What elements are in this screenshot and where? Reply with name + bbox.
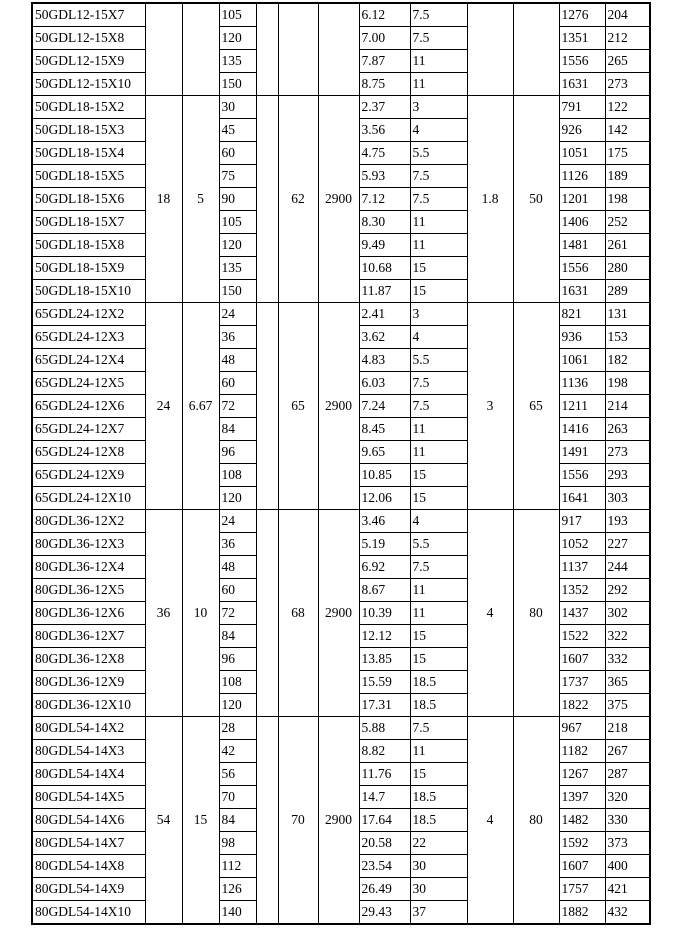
model-cell: 50GDL18-15X9 xyxy=(32,257,145,280)
table-row xyxy=(32,510,650,533)
motor-power-cell: 5.5 xyxy=(410,533,467,556)
flow-rate-cell: 36 xyxy=(145,510,182,717)
shaft-power-cell: 20.58 xyxy=(359,832,410,855)
shaft-power-cell: 11.76 xyxy=(359,763,410,786)
shaft-power-cell: 3.46 xyxy=(359,510,410,533)
spacer-cell xyxy=(256,96,278,303)
motor-power-cell: 3 xyxy=(410,303,467,326)
model-cell: 65GDL24-12X10 xyxy=(32,487,145,510)
value-cell: 917 xyxy=(559,510,605,533)
model-cell: 65GDL24-12X2 xyxy=(32,303,145,326)
speed-cell: 2900 xyxy=(318,303,359,510)
value-cell: 204 xyxy=(605,3,650,27)
head-per-stage-cell xyxy=(182,3,219,96)
model-cell: 80GDL36-12X6 xyxy=(32,602,145,625)
model-cell: 80GDL36-12X3 xyxy=(32,533,145,556)
value-cell: 252 xyxy=(605,211,650,234)
npsh-cell: 1.8 xyxy=(467,96,513,303)
motor-power-cell: 30 xyxy=(410,878,467,901)
efficiency-cell: 68 xyxy=(278,510,318,717)
value-cell: 212 xyxy=(605,27,650,50)
motor-power-cell: 18.5 xyxy=(410,809,467,832)
model-cell: 80GDL54-14X2 xyxy=(32,717,145,740)
head-cell: 72 xyxy=(219,602,256,625)
speed-cell: 2900 xyxy=(318,96,359,303)
diameter-cell xyxy=(513,3,559,96)
efficiency-cell xyxy=(278,3,318,96)
shaft-power-cell: 4.83 xyxy=(359,349,410,372)
motor-power-cell: 3 xyxy=(410,96,467,119)
shaft-power-cell: 8.67 xyxy=(359,579,410,602)
value-cell: 280 xyxy=(605,257,650,280)
value-cell: 1522 xyxy=(559,625,605,648)
value-cell: 189 xyxy=(605,165,650,188)
value-cell: 267 xyxy=(605,740,650,763)
value-cell: 791 xyxy=(559,96,605,119)
head-cell: 36 xyxy=(219,326,256,349)
head-cell: 105 xyxy=(219,211,256,234)
head-cell: 84 xyxy=(219,625,256,648)
value-cell: 293 xyxy=(605,464,650,487)
motor-power-cell: 7.5 xyxy=(410,556,467,579)
value-cell: 967 xyxy=(559,717,605,740)
value-cell: 1882 xyxy=(559,901,605,925)
value-cell: 142 xyxy=(605,119,650,142)
motor-power-cell: 7.5 xyxy=(410,372,467,395)
head-cell: 96 xyxy=(219,441,256,464)
head-cell: 84 xyxy=(219,809,256,832)
head-cell: 150 xyxy=(219,280,256,303)
value-cell: 1607 xyxy=(559,855,605,878)
speed-cell: 2900 xyxy=(318,510,359,717)
motor-power-cell: 4 xyxy=(410,326,467,349)
shaft-power-cell: 14.7 xyxy=(359,786,410,809)
model-cell: 80GDL54-14X8 xyxy=(32,855,145,878)
model-cell: 80GDL54-14X4 xyxy=(32,763,145,786)
table-row xyxy=(32,303,650,326)
value-cell: 1137 xyxy=(559,556,605,579)
motor-power-cell: 15 xyxy=(410,280,467,303)
value-cell: 1482 xyxy=(559,809,605,832)
value-cell: 1737 xyxy=(559,671,605,694)
value-cell: 1556 xyxy=(559,50,605,73)
model-cell: 65GDL24-12X3 xyxy=(32,326,145,349)
shaft-power-cell: 4.75 xyxy=(359,142,410,165)
head-cell: 60 xyxy=(219,142,256,165)
head-cell: 98 xyxy=(219,832,256,855)
value-cell: 400 xyxy=(605,855,650,878)
motor-power-cell: 11 xyxy=(410,50,467,73)
head-cell: 112 xyxy=(219,855,256,878)
shaft-power-cell: 9.49 xyxy=(359,234,410,257)
value-cell: 227 xyxy=(605,533,650,556)
value-cell: 1276 xyxy=(559,3,605,27)
npsh-cell: 3 xyxy=(467,303,513,510)
value-cell: 1631 xyxy=(559,280,605,303)
npsh-cell xyxy=(467,3,513,96)
motor-power-cell: 15 xyxy=(410,625,467,648)
head-per-stage-cell: 6.67 xyxy=(182,303,219,510)
motor-power-cell: 18.5 xyxy=(410,694,467,717)
shaft-power-cell: 6.92 xyxy=(359,556,410,579)
shaft-power-cell: 7.12 xyxy=(359,188,410,211)
head-per-stage-cell: 10 xyxy=(182,510,219,717)
value-cell: 1607 xyxy=(559,648,605,671)
value-cell: 1491 xyxy=(559,441,605,464)
head-cell: 135 xyxy=(219,50,256,73)
table-row xyxy=(32,3,650,27)
motor-power-cell: 5.5 xyxy=(410,349,467,372)
model-cell: 50GDL12-15X7 xyxy=(32,3,145,27)
value-cell: 153 xyxy=(605,326,650,349)
shaft-power-cell: 8.30 xyxy=(359,211,410,234)
motor-power-cell: 7.5 xyxy=(410,188,467,211)
motor-power-cell: 11 xyxy=(410,579,467,602)
speed-cell xyxy=(318,3,359,96)
value-cell: 175 xyxy=(605,142,650,165)
value-cell: 365 xyxy=(605,671,650,694)
motor-power-cell: 5.5 xyxy=(410,142,467,165)
value-cell: 1136 xyxy=(559,372,605,395)
value-cell: 273 xyxy=(605,441,650,464)
shaft-power-cell: 5.88 xyxy=(359,717,410,740)
head-cell: 48 xyxy=(219,556,256,579)
value-cell: 273 xyxy=(605,73,650,96)
motor-power-cell: 22 xyxy=(410,832,467,855)
value-cell: 1822 xyxy=(559,694,605,717)
head-cell: 30 xyxy=(219,96,256,119)
value-cell: 287 xyxy=(605,763,650,786)
value-cell: 198 xyxy=(605,372,650,395)
model-cell: 65GDL24-12X9 xyxy=(32,464,145,487)
value-cell: 1351 xyxy=(559,27,605,50)
speed-cell: 2900 xyxy=(318,717,359,925)
diameter-cell: 65 xyxy=(513,303,559,510)
flow-rate-cell xyxy=(145,3,182,96)
motor-power-cell: 15 xyxy=(410,648,467,671)
value-cell: 936 xyxy=(559,326,605,349)
spacer-cell xyxy=(256,303,278,510)
motor-power-cell: 15 xyxy=(410,487,467,510)
shaft-power-cell: 11.87 xyxy=(359,280,410,303)
model-cell: 50GDL18-15X5 xyxy=(32,165,145,188)
value-cell: 1052 xyxy=(559,533,605,556)
head-cell: 42 xyxy=(219,740,256,763)
value-cell: 261 xyxy=(605,234,650,257)
shaft-power-cell: 5.19 xyxy=(359,533,410,556)
value-cell: 182 xyxy=(605,349,650,372)
model-cell: 50GDL18-15X6 xyxy=(32,188,145,211)
flow-rate-cell: 18 xyxy=(145,96,182,303)
model-cell: 80GDL36-12X9 xyxy=(32,671,145,694)
shaft-power-cell: 29.43 xyxy=(359,901,410,925)
value-cell: 1437 xyxy=(559,602,605,625)
head-cell: 56 xyxy=(219,763,256,786)
motor-power-cell: 15 xyxy=(410,257,467,280)
value-cell: 1182 xyxy=(559,740,605,763)
value-cell: 1406 xyxy=(559,211,605,234)
value-cell: 432 xyxy=(605,901,650,925)
motor-power-cell: 4 xyxy=(410,510,467,533)
motor-power-cell: 7.5 xyxy=(410,3,467,27)
model-cell: 65GDL24-12X6 xyxy=(32,395,145,418)
motor-power-cell: 18.5 xyxy=(410,786,467,809)
value-cell: 926 xyxy=(559,119,605,142)
value-cell: 1416 xyxy=(559,418,605,441)
motor-power-cell: 7.5 xyxy=(410,395,467,418)
head-cell: 105 xyxy=(219,3,256,27)
shaft-power-cell: 26.49 xyxy=(359,878,410,901)
model-cell: 65GDL24-12X7 xyxy=(32,418,145,441)
value-cell: 330 xyxy=(605,809,650,832)
motor-power-cell: 11 xyxy=(410,441,467,464)
value-cell: 292 xyxy=(605,579,650,602)
motor-power-cell: 4 xyxy=(410,119,467,142)
npsh-cell: 4 xyxy=(467,717,513,925)
motor-power-cell: 11 xyxy=(410,418,467,441)
head-cell: 126 xyxy=(219,878,256,901)
flow-rate-cell: 24 xyxy=(145,303,182,510)
shaft-power-cell: 6.03 xyxy=(359,372,410,395)
model-cell: 80GDL54-14X3 xyxy=(32,740,145,763)
model-cell: 65GDL24-12X5 xyxy=(32,372,145,395)
head-cell: 24 xyxy=(219,510,256,533)
shaft-power-cell: 12.12 xyxy=(359,625,410,648)
shaft-power-cell: 12.06 xyxy=(359,487,410,510)
value-cell: 1061 xyxy=(559,349,605,372)
head-cell: 70 xyxy=(219,786,256,809)
value-cell: 1556 xyxy=(559,257,605,280)
model-cell: 80GDL54-14X10 xyxy=(32,901,145,925)
spec-table-body xyxy=(32,3,650,924)
head-cell: 24 xyxy=(219,303,256,326)
head-cell: 75 xyxy=(219,165,256,188)
shaft-power-cell: 7.00 xyxy=(359,27,410,50)
shaft-power-cell: 8.45 xyxy=(359,418,410,441)
motor-power-cell: 11 xyxy=(410,234,467,257)
shaft-power-cell: 7.87 xyxy=(359,50,410,73)
value-cell: 421 xyxy=(605,878,650,901)
value-cell: 1397 xyxy=(559,786,605,809)
shaft-power-cell: 6.12 xyxy=(359,3,410,27)
model-cell: 80GDL36-12X2 xyxy=(32,510,145,533)
shaft-power-cell: 17.64 xyxy=(359,809,410,832)
flow-rate-cell: 54 xyxy=(145,717,182,925)
shaft-power-cell: 10.39 xyxy=(359,602,410,625)
model-cell: 65GDL24-12X8 xyxy=(32,441,145,464)
head-cell: 96 xyxy=(219,648,256,671)
value-cell: 1211 xyxy=(559,395,605,418)
value-cell: 1126 xyxy=(559,165,605,188)
motor-power-cell: 11 xyxy=(410,602,467,625)
motor-power-cell: 18.5 xyxy=(410,671,467,694)
model-cell: 65GDL24-12X4 xyxy=(32,349,145,372)
head-per-stage-cell: 15 xyxy=(182,717,219,925)
diameter-cell: 80 xyxy=(513,510,559,717)
value-cell: 289 xyxy=(605,280,650,303)
shaft-power-cell: 3.56 xyxy=(359,119,410,142)
spacer-cell xyxy=(256,3,278,96)
model-cell: 50GDL12-15X10 xyxy=(32,73,145,96)
head-cell: 45 xyxy=(219,119,256,142)
model-cell: 80GDL36-12X5 xyxy=(32,579,145,602)
table-row xyxy=(32,717,650,740)
head-cell: 140 xyxy=(219,901,256,925)
head-cell: 108 xyxy=(219,671,256,694)
model-cell: 80GDL54-14X6 xyxy=(32,809,145,832)
value-cell: 131 xyxy=(605,303,650,326)
head-cell: 28 xyxy=(219,717,256,740)
head-cell: 135 xyxy=(219,257,256,280)
shaft-power-cell: 2.41 xyxy=(359,303,410,326)
value-cell: 302 xyxy=(605,602,650,625)
head-cell: 84 xyxy=(219,418,256,441)
value-cell: 322 xyxy=(605,625,650,648)
model-cell: 80GDL54-14X9 xyxy=(32,878,145,901)
value-cell: 303 xyxy=(605,487,650,510)
head-cell: 60 xyxy=(219,372,256,395)
model-cell: 80GDL36-12X10 xyxy=(32,694,145,717)
diameter-cell: 50 xyxy=(513,96,559,303)
motor-power-cell: 11 xyxy=(410,740,467,763)
value-cell: 1631 xyxy=(559,73,605,96)
head-cell: 90 xyxy=(219,188,256,211)
motor-power-cell: 7.5 xyxy=(410,165,467,188)
model-cell: 50GDL18-15X2 xyxy=(32,96,145,119)
shaft-power-cell: 10.85 xyxy=(359,464,410,487)
motor-power-cell: 30 xyxy=(410,855,467,878)
shaft-power-cell: 8.75 xyxy=(359,73,410,96)
value-cell: 265 xyxy=(605,50,650,73)
spacer-cell xyxy=(256,510,278,717)
npsh-cell: 4 xyxy=(467,510,513,717)
efficiency-cell: 62 xyxy=(278,96,318,303)
value-cell: 1352 xyxy=(559,579,605,602)
shaft-power-cell: 10.68 xyxy=(359,257,410,280)
head-cell: 108 xyxy=(219,464,256,487)
value-cell: 218 xyxy=(605,717,650,740)
value-cell: 1201 xyxy=(559,188,605,211)
head-cell: 120 xyxy=(219,694,256,717)
head-cell: 36 xyxy=(219,533,256,556)
motor-power-cell: 37 xyxy=(410,901,467,925)
shaft-power-cell: 3.62 xyxy=(359,326,410,349)
shaft-power-cell: 17.31 xyxy=(359,694,410,717)
value-cell: 1757 xyxy=(559,878,605,901)
spacer-cell xyxy=(256,717,278,925)
value-cell: 214 xyxy=(605,395,650,418)
model-cell: 80GDL36-12X4 xyxy=(32,556,145,579)
value-cell: 244 xyxy=(605,556,650,579)
motor-power-cell: 15 xyxy=(410,464,467,487)
shaft-power-cell: 2.37 xyxy=(359,96,410,119)
motor-power-cell: 11 xyxy=(410,73,467,96)
value-cell: 1641 xyxy=(559,487,605,510)
value-cell: 375 xyxy=(605,694,650,717)
shaft-power-cell: 9.65 xyxy=(359,441,410,464)
model-cell: 50GDL18-15X3 xyxy=(32,119,145,142)
head-cell: 150 xyxy=(219,73,256,96)
value-cell: 1267 xyxy=(559,763,605,786)
model-cell: 50GDL18-15X10 xyxy=(32,280,145,303)
pump-spec-table xyxy=(31,2,651,925)
value-cell: 1481 xyxy=(559,234,605,257)
shaft-power-cell: 15.59 xyxy=(359,671,410,694)
model-cell: 50GDL18-15X8 xyxy=(32,234,145,257)
value-cell: 332 xyxy=(605,648,650,671)
value-cell: 122 xyxy=(605,96,650,119)
motor-power-cell: 7.5 xyxy=(410,717,467,740)
value-cell: 263 xyxy=(605,418,650,441)
value-cell: 193 xyxy=(605,510,650,533)
shaft-power-cell: 7.24 xyxy=(359,395,410,418)
shaft-power-cell: 5.93 xyxy=(359,165,410,188)
head-cell: 120 xyxy=(219,27,256,50)
head-cell: 48 xyxy=(219,349,256,372)
diameter-cell: 80 xyxy=(513,717,559,925)
model-cell: 50GDL18-15X7 xyxy=(32,211,145,234)
value-cell: 198 xyxy=(605,188,650,211)
shaft-power-cell: 8.82 xyxy=(359,740,410,763)
model-cell: 80GDL54-14X5 xyxy=(32,786,145,809)
model-cell: 50GDL18-15X4 xyxy=(32,142,145,165)
head-per-stage-cell: 5 xyxy=(182,96,219,303)
shaft-power-cell: 13.85 xyxy=(359,648,410,671)
model-cell: 50GDL12-15X8 xyxy=(32,27,145,50)
value-cell: 1592 xyxy=(559,832,605,855)
motor-power-cell: 7.5 xyxy=(410,27,467,50)
head-cell: 72 xyxy=(219,395,256,418)
head-cell: 120 xyxy=(219,487,256,510)
value-cell: 320 xyxy=(605,786,650,809)
head-cell: 60 xyxy=(219,579,256,602)
model-cell: 80GDL54-14X7 xyxy=(32,832,145,855)
motor-power-cell: 15 xyxy=(410,763,467,786)
efficiency-cell: 70 xyxy=(278,717,318,925)
value-cell: 821 xyxy=(559,303,605,326)
value-cell: 1556 xyxy=(559,464,605,487)
motor-power-cell: 11 xyxy=(410,211,467,234)
head-cell: 120 xyxy=(219,234,256,257)
efficiency-cell: 65 xyxy=(278,303,318,510)
model-cell: 50GDL12-15X9 xyxy=(32,50,145,73)
table-row xyxy=(32,96,650,119)
shaft-power-cell: 23.54 xyxy=(359,855,410,878)
value-cell: 373 xyxy=(605,832,650,855)
model-cell: 80GDL36-12X7 xyxy=(32,625,145,648)
model-cell: 80GDL36-12X8 xyxy=(32,648,145,671)
value-cell: 1051 xyxy=(559,142,605,165)
